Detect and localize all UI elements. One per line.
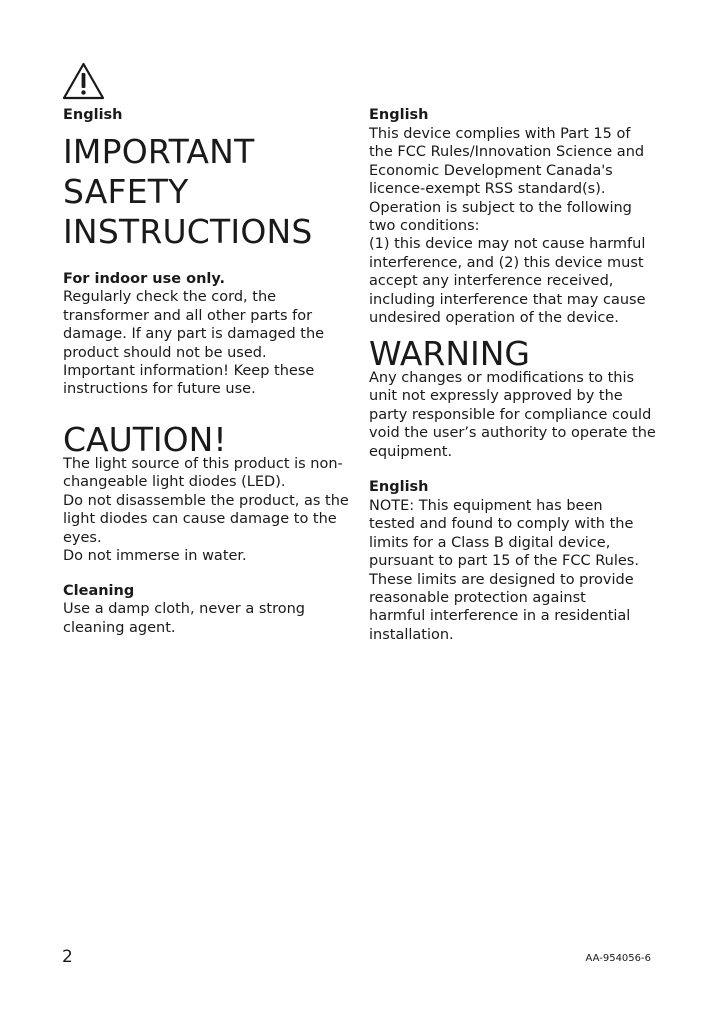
caution-text: The light source of this product is non- changeable light diodes (LED). Do not disassemble the product, as the light diodes can cause damage to the eyes. Do not immerse in water. — [63, 456, 349, 565]
indoor-use-heading: For indoor use only. — [63, 271, 225, 287]
warning-text: Any changes or modifications to this unit not expressly approved by the party responsible for compliance could void the user’s authority to operate the equipment. — [369, 370, 656, 460]
caution-section — [63, 455, 353, 565]
warning-triangle-icon — [62, 62, 105, 100]
fcc-note-section — [369, 478, 659, 644]
fcc-compliance-text: This device complies with Part 15 of the FCC Rules/Innovation Science and Economic Development Canada's licence-exempt RSS standard(s). Operation is subject to the following two conditions: (1) this device may not cause harmful interference, and (2) this device must accept any interference received, including interference that may cause undesired operation of the device. — [369, 126, 646, 327]
language-label: English — [63, 107, 123, 123]
language-label: English — [369, 107, 429, 123]
warning-heading: WARNING — [369, 334, 531, 373]
page-number: 2 — [62, 947, 73, 967]
right-column — [369, 106, 659, 327]
fcc-note-text: NOTE: This equipment has been tested and found to comply with the limits for a Class B digital device, pursuant to part 15 of the FCC Rules. These limits are designed to provide reasonable protection against harmful interference in a residential installation. — [369, 498, 639, 643]
document-code: AA-954056-6 — [585, 953, 651, 964]
language-label: English — [369, 479, 429, 495]
caution-heading: CAUTION! — [63, 420, 227, 459]
cleaning-text: Use a damp cloth, never a strong cleaning agent. — [63, 601, 306, 636]
warning-section — [369, 369, 659, 461]
indoor-use-text: Regularly check the cord, the transformer and all other parts for damage. If any part is damaged the product should not be used. Important information! Keep these instructions for future use. — [63, 289, 325, 398]
cleaning-section — [63, 582, 353, 637]
safety-title: IMPORTANT SAFETY INSTRUCTIONS — [63, 132, 313, 251]
cleaning-heading: Cleaning — [63, 583, 135, 599]
left-column — [63, 106, 353, 399]
